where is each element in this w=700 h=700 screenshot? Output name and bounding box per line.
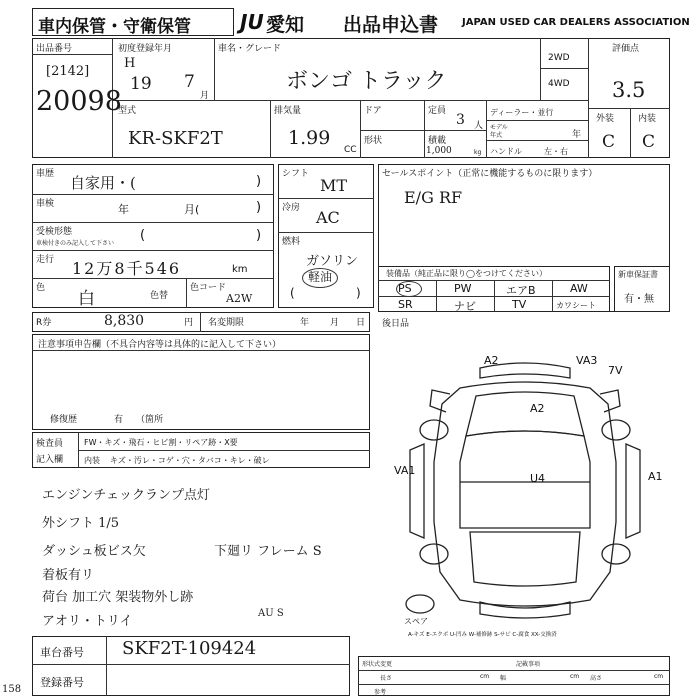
chassis-label: 車台番号 (40, 646, 84, 659)
rating-score: 3.5 (612, 78, 646, 102)
divider (552, 280, 553, 312)
dims-width: 幅 (500, 675, 507, 682)
certificate-note: 車検付きのみ記入して下さい (36, 240, 115, 247)
lot-sub-number: [2142] (46, 64, 90, 79)
inspection-year-unit: 年 (118, 203, 129, 216)
sales-point-value: E/G RF (404, 188, 463, 207)
registration-year: 19 (130, 74, 152, 94)
mileage-unit: km (232, 264, 248, 275)
shift-label: シフト (282, 169, 310, 179)
name-change-day: 日 (356, 318, 366, 328)
car-name-label: 車名・グレード (218, 44, 282, 54)
right-mirror-outline (600, 390, 620, 412)
divider (540, 68, 588, 69)
ac-label: 冷房 (282, 203, 301, 213)
divider (200, 312, 201, 332)
windshield-outline (466, 392, 584, 436)
rating-interior: C (642, 132, 656, 152)
fuel-circled: 軽油 (308, 270, 333, 284)
rear-window-outline (470, 532, 580, 586)
mark-a2-windshield: A2 (530, 402, 545, 415)
model-year-unit: 年 (572, 130, 582, 140)
logo-ju: JU (240, 10, 264, 34)
equipment-navi: ナビ (454, 300, 476, 313)
divider (588, 108, 670, 109)
mark-va1: VA1 (394, 464, 416, 477)
handle-options: 左・右 (544, 147, 568, 156)
capacity-value: 3 (456, 112, 465, 128)
divider (358, 670, 670, 671)
inspector-note-5: 着板有リ (42, 568, 95, 583)
dimensions-block (358, 656, 670, 696)
equipment-label: 装備品（純正品に限り◯をつけてください） (386, 269, 547, 278)
history-close: ) (256, 174, 262, 189)
divider (278, 198, 374, 199)
divider (360, 100, 361, 158)
r-ticket-value: 8,830 (104, 313, 145, 329)
fuel-label: 燃料 (282, 237, 301, 247)
mark-u4: U4 (530, 472, 546, 485)
car-name-value: ボンゴ トラック (286, 69, 447, 94)
divider (360, 130, 486, 131)
equipment-airbag: エアB (506, 284, 536, 297)
inspection-month-unit: 月( (184, 203, 200, 216)
divider (494, 280, 495, 312)
org-name: 愛知 (266, 14, 305, 36)
divider (540, 38, 541, 100)
inspector-note-1: エンジンチェックランプ点灯 (42, 488, 210, 503)
divider (486, 100, 487, 158)
divider (186, 278, 187, 308)
sheet-title: 車内保管・守衛保管 (38, 17, 191, 37)
divider (630, 108, 631, 158)
equipment-sr: SR (398, 298, 413, 311)
spare-label: スペア (404, 617, 428, 626)
rating-interior-label: 内装 (638, 114, 657, 124)
fuel-value: ガソリン (306, 254, 359, 269)
repair-place: （箇所 (136, 415, 164, 425)
registration-month: 7 (184, 72, 195, 92)
r-ticket-unit: 円 (184, 318, 194, 328)
dims-unit-3: cm (654, 673, 664, 680)
divider (32, 54, 112, 55)
dealer-label: ディーラー・並行 (490, 108, 554, 117)
doors-label: ドア (364, 106, 382, 116)
r-ticket-block (32, 312, 370, 332)
color-change-label: 色替 (150, 291, 169, 301)
dims-label-2: 記載事項 (516, 661, 541, 668)
divider (270, 100, 271, 158)
lot-number: 20098 (36, 86, 122, 117)
sales-point-label: セールスポイント（正常に機能するものに限ります） (382, 169, 598, 179)
dims-label-1: 形状式変更 (362, 661, 393, 668)
name-change-year: 年 (300, 318, 310, 328)
color-code-value: A2W (226, 292, 253, 305)
displacement-value: 1.99 (288, 127, 331, 149)
rating-label: 評価点 (612, 44, 640, 54)
certificate-label: 受検形態 (36, 227, 73, 237)
equipment-aw: AW (570, 282, 588, 295)
divider (106, 636, 107, 696)
divider (436, 280, 437, 312)
name-change-label: 名変期限 (208, 318, 245, 328)
cab-outline (460, 431, 590, 528)
load-unit: kg (474, 149, 482, 156)
certificate-open: ( (140, 228, 146, 243)
dims-height: 高さ (590, 675, 603, 682)
inspector-note-6: 荷台 加工穴 架装物外し跡 (42, 590, 194, 605)
model-year-label-1: モデル (490, 124, 508, 131)
car-damage-diagram (380, 332, 670, 642)
inspector-row-2: キズ・汚レ・コゲ・穴・タバコ・キレ・破レ (110, 456, 270, 465)
divider (32, 250, 274, 251)
divider (32, 664, 350, 665)
damage-legend: A-キズ E-エクボ U-凹み W-補修跡 S-サビ C-腐食 XX-交換済 (408, 632, 557, 638)
inspection-close: ) (256, 200, 262, 215)
mark-a1: A1 (648, 470, 663, 483)
history-label: 車歴 (36, 169, 55, 179)
mark-va3: VA3 (576, 354, 598, 367)
mileage-value: 12万8千546 (72, 259, 182, 278)
wheel-front-left (420, 420, 448, 440)
divider (278, 232, 374, 233)
divider (32, 350, 370, 351)
capacity-unit: 人 (474, 121, 484, 131)
shape-label: 形状 (364, 136, 383, 146)
divider (424, 100, 425, 158)
equipment-pw: PW (454, 282, 472, 295)
capacity-label: 定員 (428, 106, 447, 116)
inspector-note-3: ダッシュ板ビス欠 (42, 544, 146, 559)
divider (486, 120, 588, 121)
history-value: 自家用・( (70, 174, 136, 192)
margin-mark: 158 (2, 684, 22, 695)
chassis-value: SKF2T-109424 (122, 638, 257, 659)
rating-exterior: C (602, 132, 616, 152)
registration-label: 初度登録年月 (118, 44, 173, 54)
divider (112, 100, 588, 101)
wheel-rear-right (602, 544, 630, 564)
wheel-rear-left (420, 544, 448, 564)
recycle-label: 新車保証書 (618, 270, 658, 279)
inspector-note-tag: AU S (258, 608, 284, 619)
handle-label: ハンドル (490, 147, 522, 156)
model-value: KR-SKF2T (128, 128, 223, 149)
inspector-note-2: 外シフト 1/5 (42, 516, 120, 531)
mark-a2-front: A2 (484, 354, 499, 367)
notes-label: 注意事項申告欄（不具合内容等は具体的に記入して下さい） (38, 340, 282, 350)
load-label: 積載 (428, 136, 447, 146)
equipment-ps: PS (398, 282, 412, 295)
fuel-paren-open: ( (290, 286, 295, 300)
color-value: 白 (78, 289, 95, 309)
dims-unit-1: cm (480, 673, 490, 680)
body-outline (434, 382, 616, 606)
drive-option-4wd: 4WD (548, 79, 570, 89)
repair-label: 修復歴 (50, 415, 78, 425)
registration-month-unit: 月 (200, 91, 210, 101)
plate-label: 登録番号 (40, 676, 84, 689)
repair-value: 有 (114, 415, 124, 425)
divider (32, 222, 274, 223)
color-label: 色 (36, 283, 46, 293)
rear-bumper-outline (480, 602, 570, 618)
r-ticket-label: R券 (36, 318, 52, 328)
spare-tire (406, 595, 434, 613)
displacement-unit: CC (344, 145, 357, 155)
inspector-row-2-label: 内装 (84, 456, 100, 465)
divider (358, 684, 670, 685)
inspector-note-7: アオリ・トリイ (42, 614, 133, 629)
mileage-label: 走行 (36, 255, 55, 265)
inspector-note-4: 下廻リ フレーム S (214, 544, 322, 559)
ac-value: AC (316, 208, 340, 227)
name-change-month: 月 (330, 318, 340, 328)
inspector-row-1: FW・キズ・飛石・ヒビ割・リペア跡・X要 (84, 438, 238, 447)
drive-option-2wd: 2WD (548, 53, 570, 63)
equipment-leather-seat: カワシート (556, 301, 596, 310)
left-mirror-outline (430, 390, 450, 412)
divider (32, 194, 274, 195)
displacement-label: 排気量 (274, 106, 302, 116)
dims-length: 長さ (380, 675, 393, 682)
load-value: 1,000 (426, 146, 452, 156)
right-door-outline (626, 444, 640, 538)
recycle-options: 有・無 (624, 294, 654, 305)
divider (486, 140, 588, 141)
form-title: 出品申込書 (343, 14, 439, 36)
inspector-label-2: 記入欄 (36, 455, 64, 465)
mark-7v: 7V (608, 364, 623, 377)
left-door-outline (410, 444, 424, 538)
rating-exterior-label: 外装 (596, 114, 615, 124)
inspection-label: 車検 (36, 199, 55, 209)
model-year-label-2: 年式 (490, 132, 503, 139)
shift-value: MT (320, 176, 348, 195)
org-english: JAPAN USED CAR DEALERS ASSOCIATION (462, 17, 690, 28)
dims-unit-2: cm (570, 673, 580, 680)
equipment-tv: TV (512, 298, 527, 311)
color-code-label: 色コード (190, 283, 227, 293)
wheel-front-right (602, 420, 630, 440)
registration-era: H (124, 56, 136, 71)
model-label: 型式 (118, 106, 137, 116)
divider (214, 38, 215, 100)
lot-label: 出品番号 (36, 44, 73, 54)
divider (588, 38, 589, 158)
rear-items-label: 後日品 (382, 319, 410, 329)
certificate-close: ) (256, 228, 262, 243)
dims-ref: 参考 (374, 689, 387, 696)
fuel-paren-close: ) (356, 286, 361, 300)
inspector-label-1: 検査員 (36, 439, 64, 449)
divider (78, 450, 370, 451)
